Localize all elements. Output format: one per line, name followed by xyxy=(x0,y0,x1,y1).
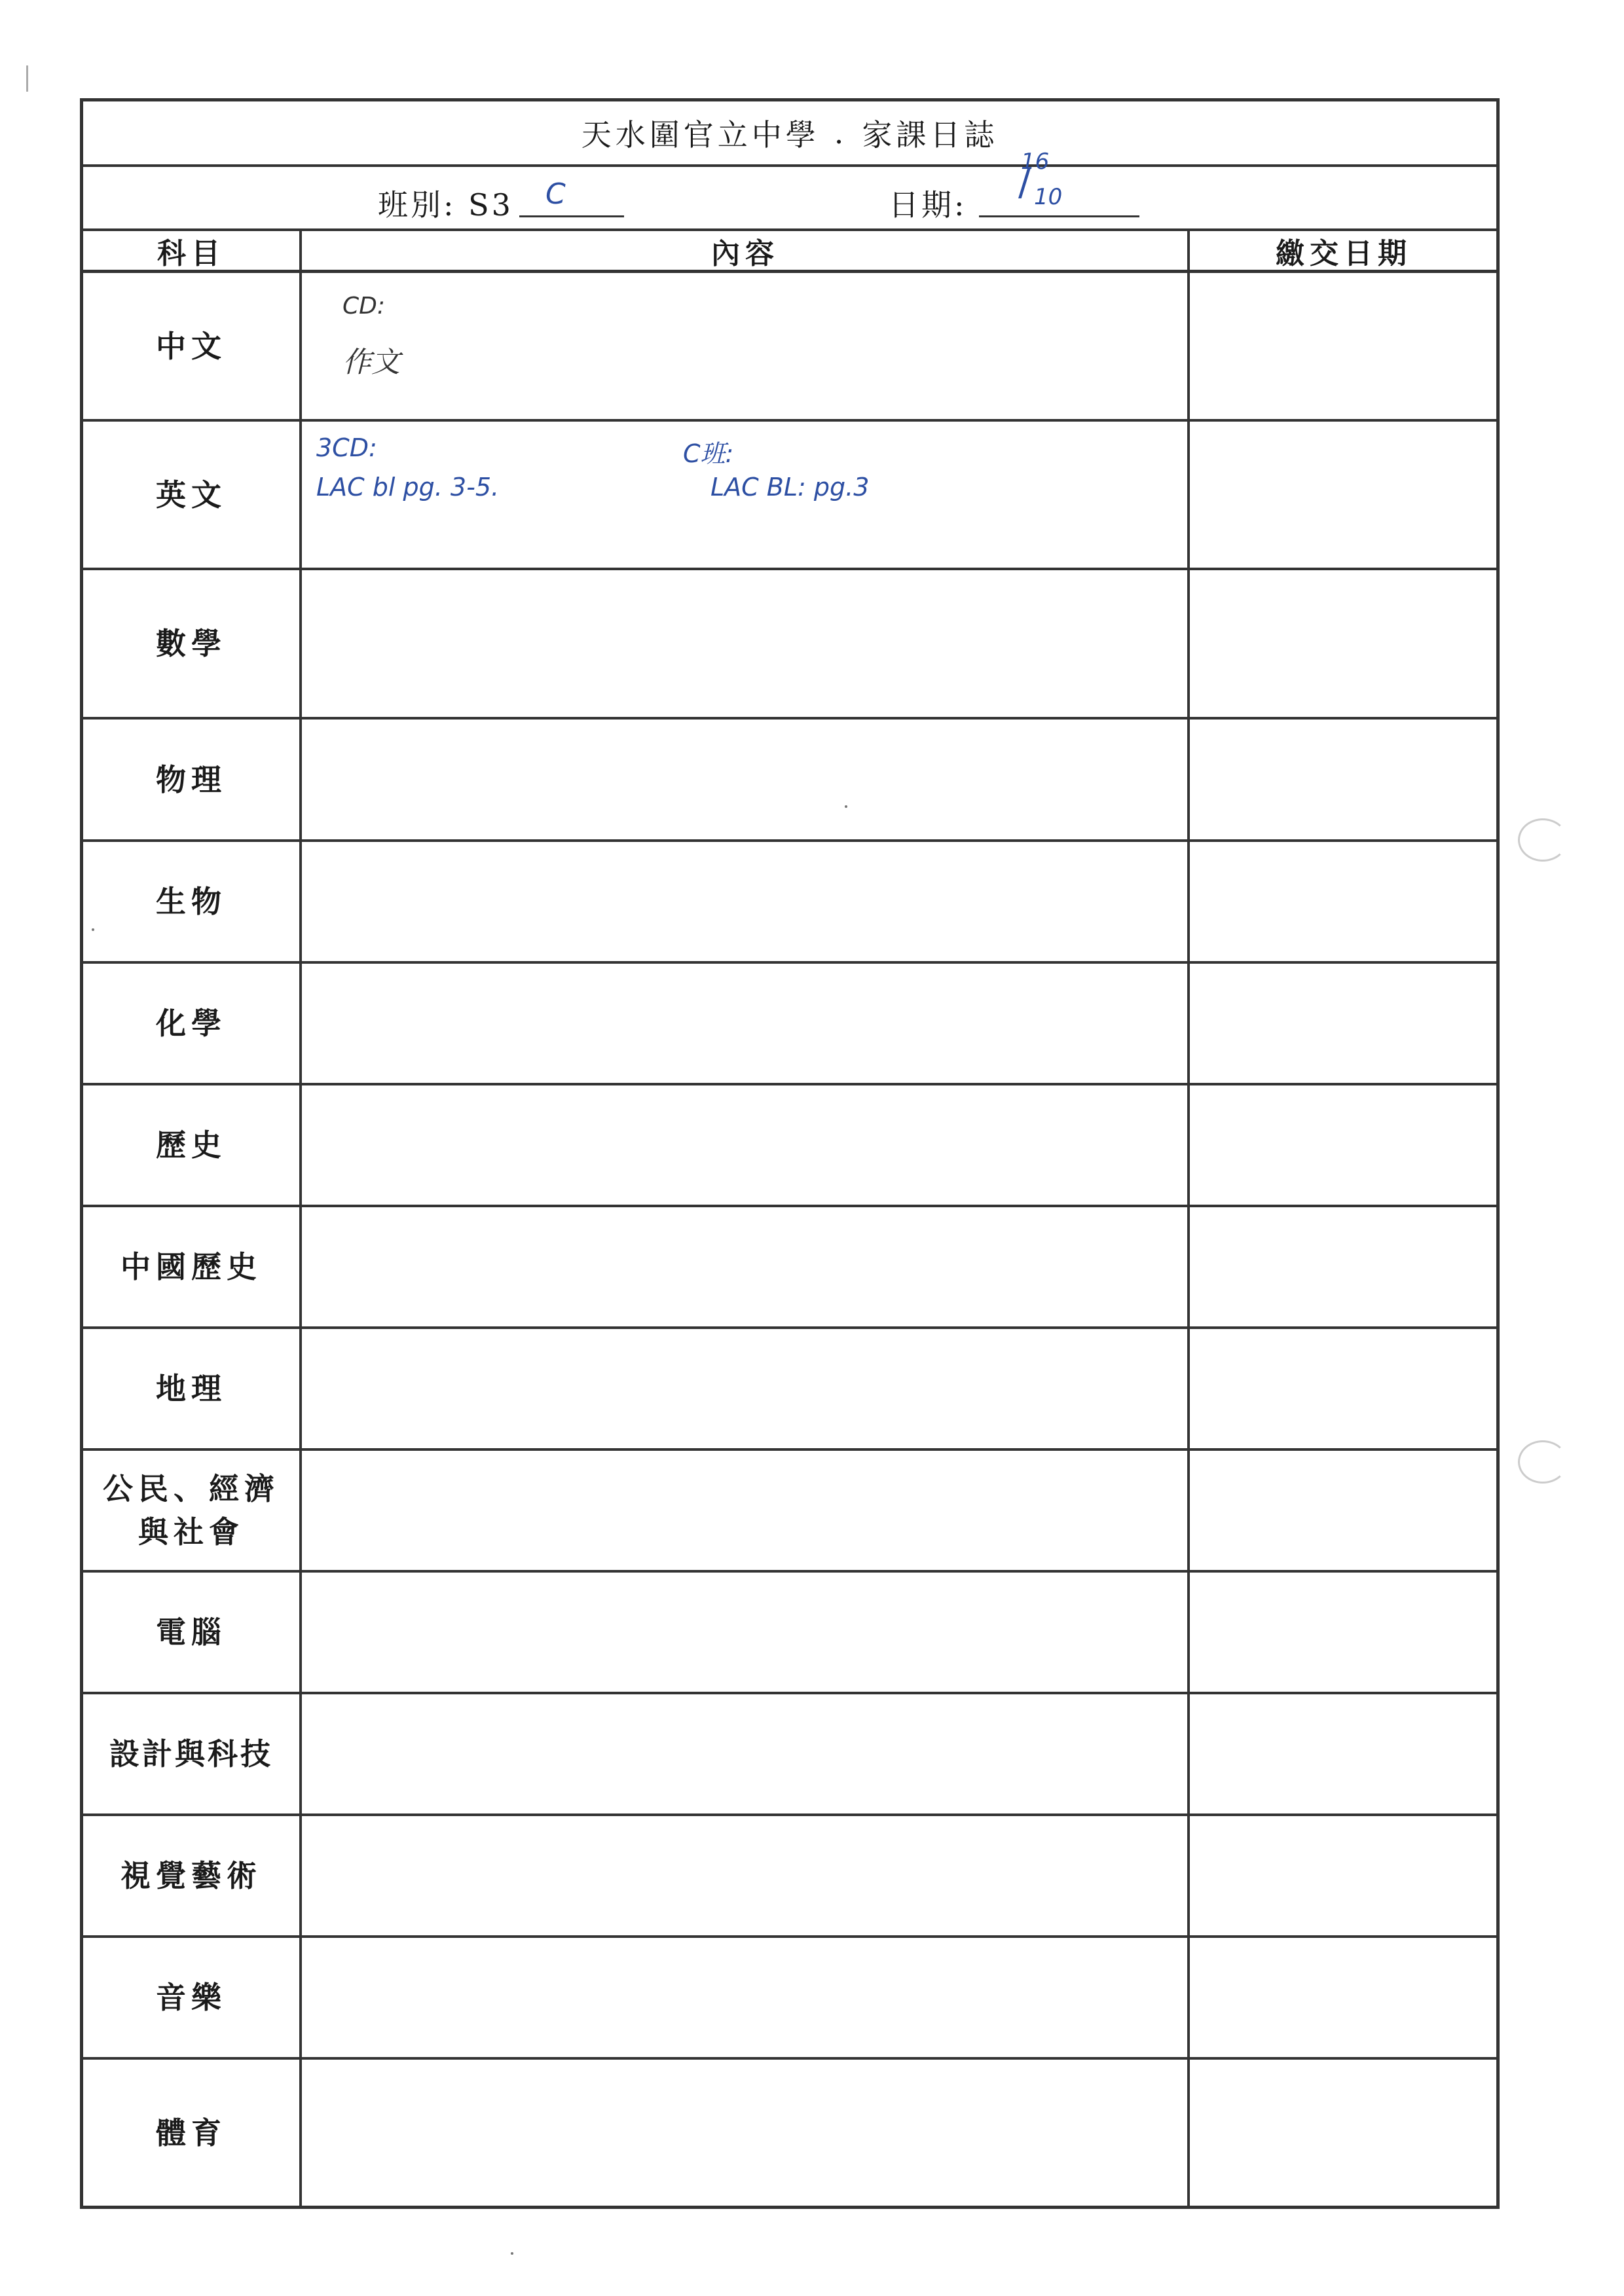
form-title xyxy=(83,101,1496,167)
subject-label: 體育 xyxy=(156,2115,227,2151)
content-cell[interactable] xyxy=(303,720,1187,839)
table-row-pe xyxy=(83,2060,1496,2206)
handwritten-note: LAC BL: pg.3 xyxy=(710,473,870,501)
content-cell[interactable] xyxy=(303,422,1187,568)
table-row-history xyxy=(83,1085,1496,1207)
subject-label: 英文 xyxy=(156,477,227,513)
table-row-physics xyxy=(83,720,1496,842)
handwritten-note: CD: xyxy=(342,293,385,319)
scan-mark xyxy=(845,805,847,808)
handwritten-note: LAC bl pg. 3-5. xyxy=(316,473,500,501)
due-date-cell[interactable] xyxy=(1191,1085,1496,1205)
table-row-computer xyxy=(83,1573,1496,1694)
table-row-chemistry xyxy=(83,964,1496,1085)
due-date-cell[interactable] xyxy=(1191,570,1496,717)
scan-mark xyxy=(92,928,94,931)
subject-label: 視覺藝術 xyxy=(120,1858,262,1893)
class-label: 班別: S3 xyxy=(378,187,513,223)
date-day: 16 xyxy=(1021,149,1050,175)
table-header xyxy=(83,231,1496,273)
due-date-cell[interactable] xyxy=(1191,1816,1496,1935)
subject-label: 中文 xyxy=(156,328,227,364)
subject-label: 化學 xyxy=(156,1006,227,1041)
date-label: 日期: xyxy=(889,187,967,223)
subject-label: 設計與科技 xyxy=(109,1736,273,1772)
table-row-visual-arts xyxy=(83,1816,1496,1938)
content-cell[interactable] xyxy=(303,842,1187,961)
title-separator: . xyxy=(834,115,848,151)
class-date-row xyxy=(83,149,1496,231)
subject-label: 地理 xyxy=(156,1371,227,1406)
homework-diary-form xyxy=(80,98,1500,2209)
subject-label: 數學 xyxy=(156,626,227,661)
content-cell[interactable] xyxy=(303,1207,1187,1326)
content-cell[interactable] xyxy=(303,1451,1187,1570)
scan-mark xyxy=(26,65,28,92)
table-row-english xyxy=(83,422,1496,570)
school-name: 天水圍官立中學 xyxy=(581,117,820,153)
binder-hole-mark xyxy=(1518,1440,1568,1484)
date-slash: / xyxy=(1018,162,1031,204)
due-date-cell[interactable] xyxy=(1191,1207,1496,1326)
content-cell[interactable] xyxy=(303,1573,1187,1692)
due-date-cell[interactable] xyxy=(1191,964,1496,1083)
table-body xyxy=(83,273,1496,2206)
header-subject: 科目 xyxy=(157,236,225,270)
handwritten-note: C班: xyxy=(683,439,734,468)
subject-label: 物理 xyxy=(156,761,227,797)
subject-label: 公民、經濟與社會 xyxy=(103,1471,280,1550)
class-field[interactable] xyxy=(519,177,624,217)
due-date-cell[interactable] xyxy=(1191,1451,1496,1570)
table-row-music xyxy=(83,1938,1496,2060)
handwritten-note: 3CD: xyxy=(316,433,377,462)
content-cell[interactable] xyxy=(303,2060,1187,2206)
table-row-chinese-history xyxy=(83,1207,1496,1329)
due-date-cell[interactable] xyxy=(1191,1329,1496,1448)
content-cell[interactable] xyxy=(303,1938,1187,2057)
due-date-cell[interactable] xyxy=(1191,720,1496,839)
header-due-date: 繳交日期 xyxy=(1276,236,1412,270)
table-row-design-technology xyxy=(83,1694,1496,1816)
class-value: C xyxy=(545,177,566,211)
subject-label: 生物 xyxy=(156,884,227,919)
date-field[interactable] xyxy=(979,149,1139,217)
table-row-geography xyxy=(83,1329,1496,1451)
due-date-cell[interactable] xyxy=(1191,1694,1496,1813)
subject-label: 音樂 xyxy=(156,1980,227,2015)
scan-mark xyxy=(511,2252,513,2255)
content-cell[interactable] xyxy=(303,570,1187,717)
content-cell[interactable] xyxy=(303,273,1187,419)
date-month: 10 xyxy=(1034,184,1063,210)
table-row-citizenship xyxy=(83,1451,1496,1573)
table-row-chinese xyxy=(83,273,1496,422)
subject-label: 電腦 xyxy=(156,1614,227,1650)
due-date-cell[interactable] xyxy=(1191,2060,1496,2206)
due-date-cell[interactable] xyxy=(1191,273,1496,419)
subject-label: 歷史 xyxy=(156,1127,227,1163)
content-cell[interactable] xyxy=(303,1694,1187,1813)
due-date-cell[interactable] xyxy=(1191,842,1496,961)
binder-hole-mark xyxy=(1518,818,1568,862)
due-date-cell[interactable] xyxy=(1191,1573,1496,1692)
header-content: 內容 xyxy=(711,236,779,270)
table-row-maths xyxy=(83,570,1496,720)
content-cell[interactable] xyxy=(303,1085,1187,1205)
subject-label: 中國歷史 xyxy=(120,1249,262,1285)
content-cell[interactable] xyxy=(303,964,1187,1083)
handwritten-note: 作文 xyxy=(342,346,400,379)
due-date-cell[interactable] xyxy=(1191,1938,1496,2057)
due-date-cell[interactable] xyxy=(1191,422,1496,568)
content-cell[interactable] xyxy=(303,1329,1187,1448)
table-row-biology xyxy=(83,842,1496,964)
diary-title: 家課日誌 xyxy=(862,117,999,153)
content-cell[interactable] xyxy=(303,1816,1187,1935)
